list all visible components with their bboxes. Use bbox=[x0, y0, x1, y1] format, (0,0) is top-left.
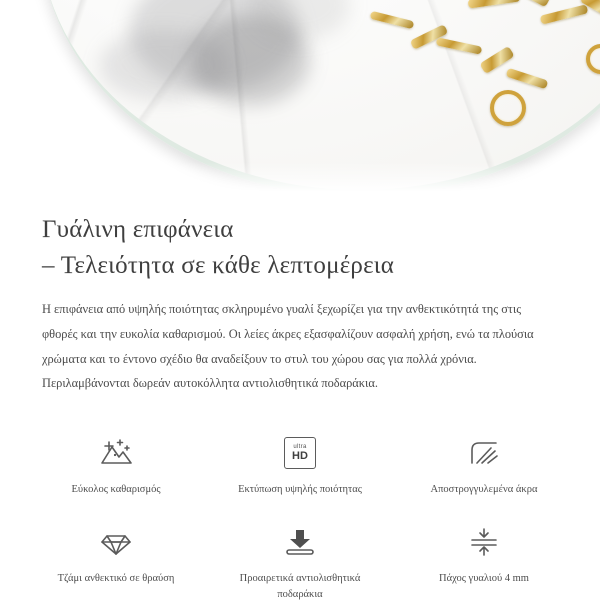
feature-item-break-resistant bbox=[24, 511, 208, 600]
marble-smudge bbox=[100, 30, 230, 100]
title-line-1: Γυάλινη επιφάνεια bbox=[42, 216, 234, 243]
feature-caption: Εύκολος καθαρισμός bbox=[71, 484, 161, 496]
feature-item-polished-edges bbox=[392, 422, 576, 503]
diamond-icon bbox=[96, 519, 136, 565]
feature-item-hd-print bbox=[208, 422, 392, 503]
anti-slip-pad-icon bbox=[280, 519, 320, 565]
feature-caption: Πάχος γυαλιού 4 mm bbox=[439, 573, 529, 585]
hero-bottom-fade bbox=[0, 162, 600, 196]
title-line-2: – Τελειότητα σε κάθε λεπτομέρεια bbox=[42, 251, 395, 279]
feature-caption: Προαιρετικά αντιολισθητικά ποδαράκια bbox=[239, 573, 361, 600]
ultra-hd-icon bbox=[284, 430, 316, 476]
description-paragraph: Η επιφάνεια από υψηλής ποιότητας σκληρυμένο γυαλί ξεχωρίζει για την ανθεκτικότητά της στις φθορές και την ευκολία καθαρισμού. Οι λείες άκρες εξασφαλίζουν ασφαλή χρήση, ενώ τα πλούσια χρώματα και το έντονο σχέδιο θα αναδείξουν το στυλ του χώρου σας για πολλά χρόνια. Περιλαμβάνονται δωρεάν αυτοκόλλητα αντιολισθητικά ποδαράκια. bbox=[42, 302, 534, 391]
hero-image bbox=[0, 0, 600, 196]
ultra-label: ultra bbox=[293, 444, 307, 451]
thickness-arrows-icon bbox=[464, 519, 504, 565]
feature-grid bbox=[0, 422, 600, 600]
gold-vein-ornament bbox=[340, 0, 600, 180]
page-title bbox=[42, 212, 558, 283]
description-block bbox=[0, 196, 600, 396]
feature-item-glass-thickness bbox=[392, 511, 576, 600]
feature-item-anti-slip-pads bbox=[208, 511, 392, 600]
sparkle-cloth-icon bbox=[96, 430, 136, 476]
polished-edges-icon bbox=[464, 430, 504, 476]
feature-item-easy-cleaning bbox=[24, 422, 208, 503]
feature-caption: Τζάμι ανθεκτικό σε θραύση bbox=[57, 573, 175, 585]
hd-label: HD bbox=[292, 450, 308, 463]
feature-caption: Αποστρογγυλεμένα άκρα bbox=[430, 484, 538, 496]
feature-caption: Εκτύπωση υψηλής ποιότητας bbox=[238, 484, 362, 496]
